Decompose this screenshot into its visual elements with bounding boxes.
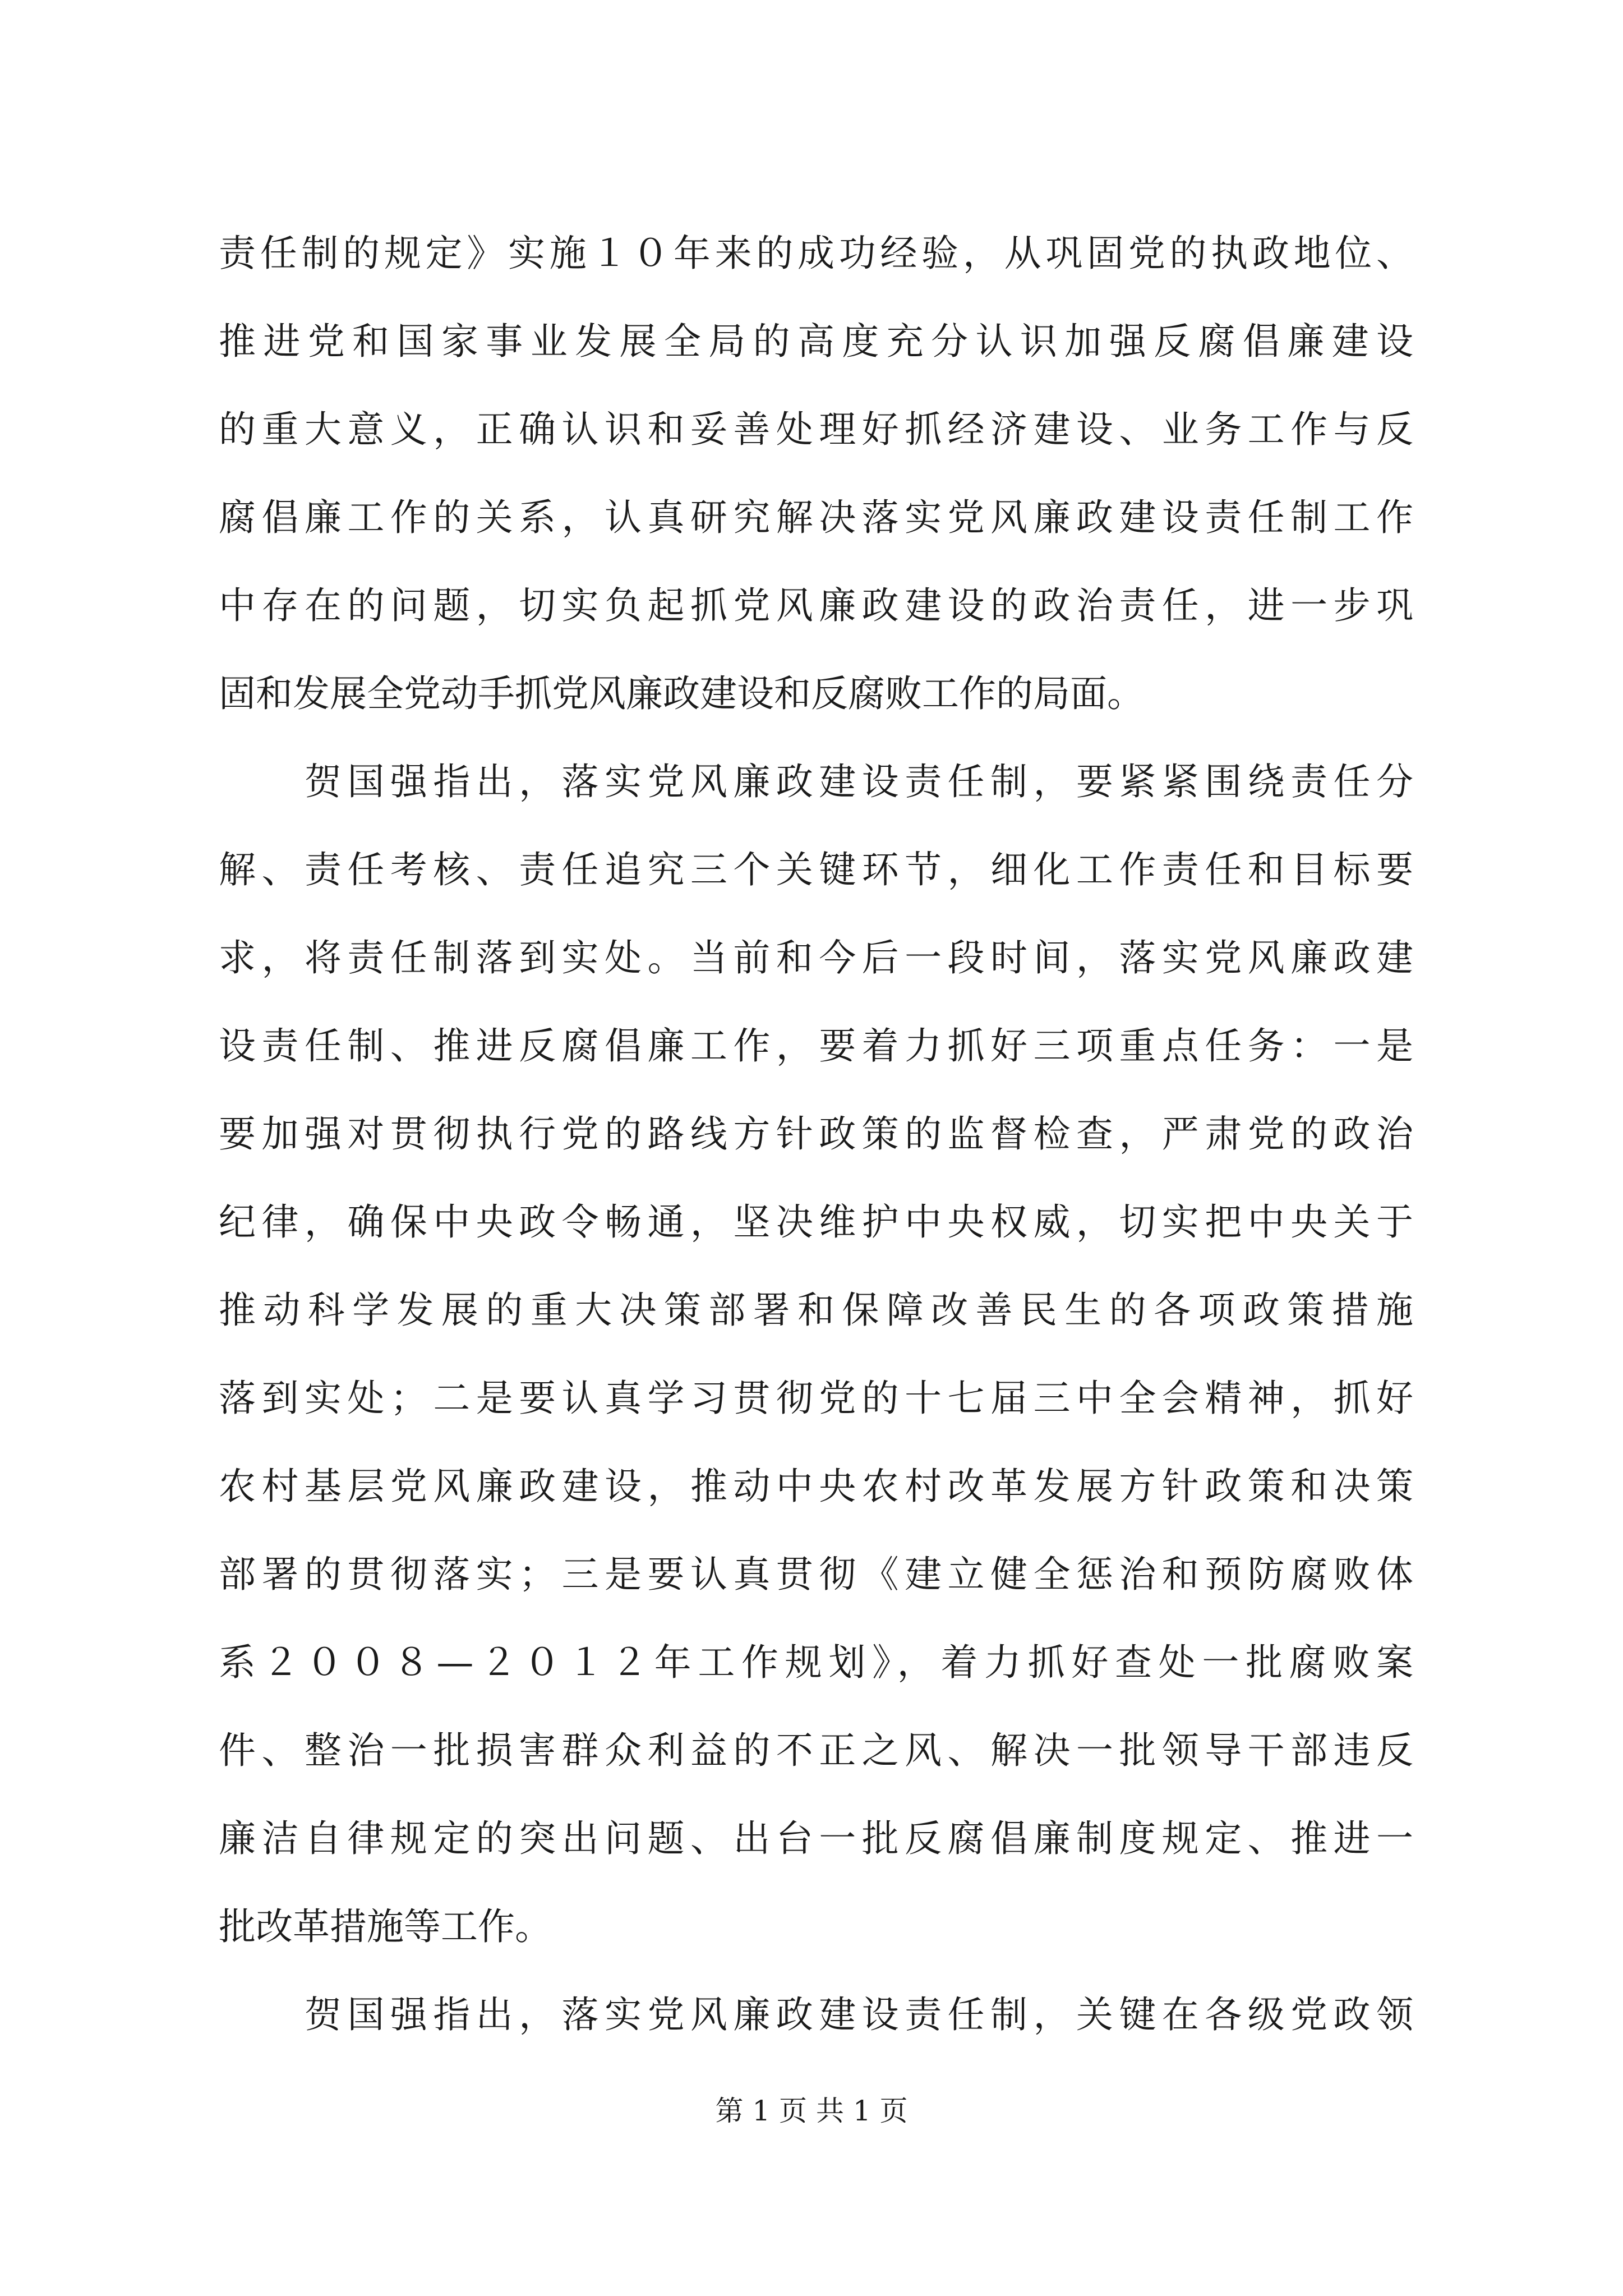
text-line-19: 廉洁自律规定的突出问题、出台一批反腐倡廉制度规定、推进一 (219, 1817, 1413, 1860)
text-line-9: 求，将责任制落到实处。当前和今后一段时间，落实党风廉政建 (219, 936, 1413, 979)
text-line-4: 腐倡廉工作的关系，认真研究解决落实党风廉政建设责任制工作 (219, 496, 1413, 539)
text-line-12: 纪律，确保中央政令畅通，坚决维护中央权威，切实把中央关于 (219, 1200, 1413, 1244)
text-line-5: 中存在的问题，切实负起抓党风廉政建设的政治责任，进一步巩 (219, 584, 1413, 627)
text-line-7: 贺国强指出，落实党风廉政建设责任制，要紧紧围绕责任分 (219, 760, 1413, 803)
text-line-15: 农村基层党风廉政建设，推动中央农村改革发展方针政策和决策 (219, 1465, 1413, 1508)
text-line-13: 推动科学发展的重大决策部署和保障改善民生的各项政策措施 (219, 1289, 1413, 1332)
text-line-16: 部署的贯彻落实；三是要认真贯彻《建立健全惩治和预防腐败体 (219, 1553, 1413, 1596)
page-footer: 第 1 页 共 1 页 (715, 2095, 908, 2127)
text-line-11: 要加强对贯彻执行党的路线方针政策的监督检查，严肃党的政治 (219, 1112, 1413, 1156)
text-line-3: 的重大意义，正确认识和妥善处理好抓经济建设、业务工作与反 (219, 408, 1413, 451)
text-line-17: 系２００８—２０１２年工作规划》，着力抓好查处一批腐败案 (219, 1641, 1413, 1684)
text-line-1: 责任制的规定》实施１０年来的成功经验，从巩固党的执政地位、 (219, 232, 1413, 275)
text-line-10: 设责任制、推进反腐倡廉工作，要着力抓好三项重点任务：一是 (219, 1024, 1413, 1068)
text-line-14: 落到实处；二是要认真学习贯彻党的十七届三中全会精神，抓好 (219, 1377, 1413, 1420)
text-line-21: 贺国强指出，落实党风廉政建设责任制，关键在各级党政领 (219, 1993, 1413, 2036)
text-line-2: 推进党和国家事业发展全局的高度充分认识加强反腐倡廉建设 (219, 320, 1413, 363)
text-line-18: 件、整治一批损害群众利益的不正之风、解决一批领导干部违反 (219, 1729, 1413, 1772)
text-line-20: 批改革措施等工作。 (219, 1905, 552, 1948)
text-line-8: 解、责任考核、责任追究三个关键环节，细化工作责任和目标要 (219, 848, 1413, 891)
text-line-6: 固和发展全党动手抓党风廉政建设和反腐败工作的局面。 (219, 672, 1144, 715)
